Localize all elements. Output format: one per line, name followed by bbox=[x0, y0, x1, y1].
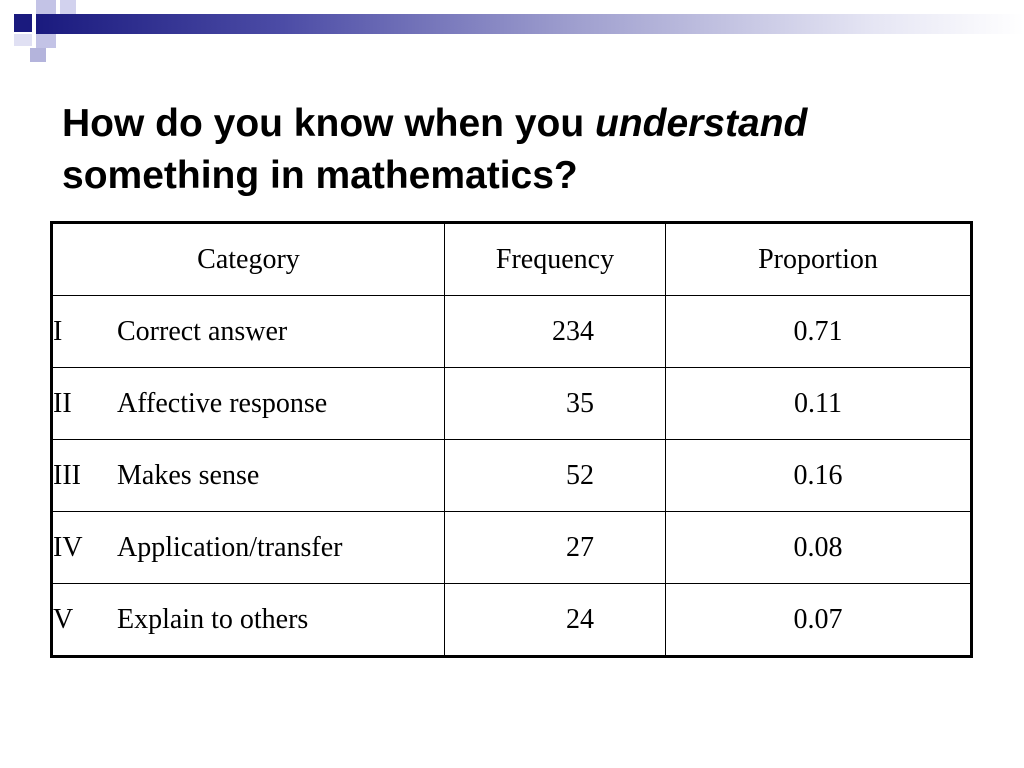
table-row bbox=[52, 440, 972, 512]
header-category: Category bbox=[52, 223, 445, 296]
proportion-cell: 0.11 bbox=[666, 368, 972, 440]
header-gradient-band bbox=[36, 14, 1024, 34]
category-label: Makes sense bbox=[117, 459, 260, 491]
category-cell bbox=[52, 440, 445, 512]
category-label: Correct answer bbox=[117, 315, 288, 347]
title-text: How do you know when you bbox=[62, 102, 595, 145]
decorative-square bbox=[14, 14, 32, 32]
proportion-cell: 0.16 bbox=[666, 440, 972, 512]
frequency-value: 24 bbox=[566, 603, 594, 635]
category-numeral: V bbox=[53, 603, 74, 635]
table-row bbox=[52, 368, 972, 440]
category-label: Affective response bbox=[117, 387, 328, 419]
title-emphasis: understand bbox=[595, 102, 808, 145]
category-numeral: III bbox=[53, 459, 81, 491]
category-cell bbox=[52, 512, 445, 584]
table-row bbox=[52, 296, 972, 368]
frequency-value: 35 bbox=[566, 387, 594, 419]
header-frequency: Frequency bbox=[445, 223, 666, 296]
frequency-value: 27 bbox=[566, 531, 594, 563]
category-label: Application/transfer bbox=[117, 531, 343, 563]
frequency-value: 234 bbox=[552, 315, 594, 347]
proportion-cell: 0.07 bbox=[666, 584, 972, 657]
results-table bbox=[50, 221, 973, 658]
frequency-value: 52 bbox=[566, 459, 594, 491]
slide-title bbox=[62, 98, 962, 202]
table-header-row bbox=[52, 223, 972, 296]
category-label: Explain to others bbox=[117, 603, 309, 635]
table-row bbox=[52, 584, 972, 657]
proportion-cell: 0.71 bbox=[666, 296, 972, 368]
category-cell bbox=[52, 584, 445, 657]
table-row bbox=[52, 512, 972, 584]
frequency-cell bbox=[445, 440, 666, 512]
decorative-square bbox=[14, 34, 32, 46]
category-numeral: I bbox=[53, 315, 63, 347]
decorative-square bbox=[36, 0, 56, 14]
decorative-square bbox=[30, 48, 46, 62]
frequency-cell bbox=[445, 368, 666, 440]
category-cell bbox=[52, 296, 445, 368]
category-numeral: IV bbox=[53, 531, 83, 563]
category-cell bbox=[52, 368, 445, 440]
frequency-cell bbox=[445, 296, 666, 368]
frequency-cell bbox=[445, 584, 666, 657]
decorative-square bbox=[60, 0, 76, 14]
title-text-line2: something in mathematics? bbox=[62, 154, 578, 197]
header-proportion: Proportion bbox=[666, 223, 972, 296]
category-numeral: II bbox=[53, 387, 72, 419]
decorative-square bbox=[36, 34, 56, 48]
proportion-cell: 0.08 bbox=[666, 512, 972, 584]
frequency-cell bbox=[445, 512, 666, 584]
